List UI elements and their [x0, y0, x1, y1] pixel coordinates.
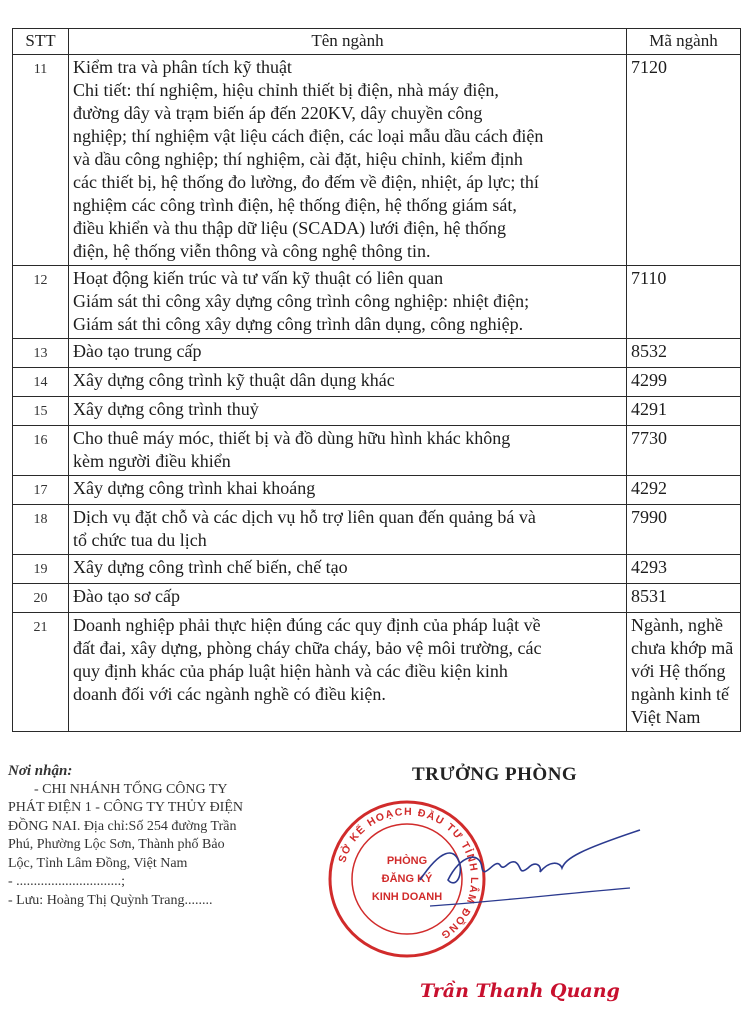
header-name: Tên ngành — [69, 29, 627, 55]
header-stt: STT — [13, 29, 69, 55]
business-line-code: 4292 — [627, 476, 741, 505]
header-code: Mã ngành — [627, 29, 741, 55]
table-row — [13, 397, 741, 426]
handwritten-signature — [400, 810, 650, 920]
table-row — [13, 584, 741, 613]
business-line-code: 8532 — [627, 339, 741, 368]
name-line: và dầu công nghiệp; thí nghiệm, cài đặt, hiệu chỉnh, kiểm định — [73, 149, 523, 169]
svg-text:KINH DOANH: KINH DOANH — [371, 891, 443, 903]
business-line-name — [69, 505, 627, 555]
recipient-line: - Lưu: Hoàng Thị Quỳnh Trang........ — [8, 892, 213, 908]
name-line: điều khiển và thu thập dữ liệu (SCADA) lưới điện, hệ thống — [73, 218, 506, 238]
business-line-name — [69, 613, 627, 732]
business-line-name — [69, 368, 627, 397]
table-row — [13, 555, 741, 584]
business-line-code: 4293 — [627, 555, 741, 584]
table-body — [13, 55, 741, 732]
code-note-line: Việt Nam — [631, 707, 701, 727]
table-row — [13, 368, 741, 397]
business-line-code: 7120 — [627, 55, 741, 266]
name-line: Xây dựng công trình khai khoáng — [73, 478, 316, 498]
name-line: nghiệm các công trình điện, hệ thống điện, hệ thống giám sát, — [73, 195, 517, 215]
business-line-name — [69, 55, 627, 266]
row-number: 19 — [13, 555, 69, 584]
name-line: Dịch vụ đặt chỗ và các dịch vụ hỗ trợ liên quan đến quảng bá và — [73, 507, 536, 527]
name-line: điện, hệ thống viễn thông và công nghệ thông tin. — [73, 241, 431, 261]
business-line-name — [69, 476, 627, 505]
table-row — [13, 613, 741, 732]
name-line: đường dây và trạm biến áp đến 220KV, dây chuyền công — [73, 103, 483, 123]
business-line-code: 7990 — [627, 505, 741, 555]
business-line-code: 7730 — [627, 426, 741, 476]
recipient-line: Phú, Phường Lộc Sơn, Thành phố Bảo — [8, 837, 225, 852]
business-line-name — [69, 339, 627, 368]
name-line: tổ chức tua du lịch — [73, 530, 207, 550]
recipients-block — [8, 762, 308, 910]
name-line: đất đai, xây dựng, phòng cháy chữa cháy, bảo vệ môi trường, các — [73, 638, 542, 658]
table-row — [13, 266, 741, 339]
business-line-code — [627, 613, 741, 732]
name-line: quy định khác của pháp luật hiện hành và các điều kiện kinh — [73, 661, 508, 681]
recipient-line: Lộc, Tỉnh Lâm Đồng, Việt Nam — [8, 855, 188, 871]
row-number: 11 — [13, 55, 69, 266]
business-line-name — [69, 584, 627, 613]
business-line-code: 8531 — [627, 584, 741, 613]
table-row — [13, 476, 741, 505]
row-number: 15 — [13, 397, 69, 426]
name-line: kèm người điều khiển — [73, 451, 231, 471]
business-line-code: 7110 — [627, 266, 741, 339]
svg-text:ĐĂNG KÝ: ĐĂNG KÝ — [381, 873, 433, 885]
name-line: Hoạt động kiến trúc và tư vấn kỹ thuật có liên quan — [73, 268, 444, 288]
code-note-line: ngành kinh tế — [631, 684, 729, 704]
svg-text:PHÒNG: PHÒNG — [386, 855, 428, 867]
signatory-title: TRƯỞNG PHÒNG — [412, 764, 578, 785]
business-line-code: 4299 — [627, 368, 741, 397]
recipient-line: - ..............................; — [8, 874, 126, 889]
row-number: 18 — [13, 505, 69, 555]
recipient-line: ĐỒNG NAI. Địa chỉ:Số 254 đường Trần — [8, 818, 237, 834]
recipient-line: - CHI NHÁNH TỔNG CÔNG TY — [34, 781, 228, 797]
code-note-line: chưa khớp mã — [631, 638, 734, 658]
signer-name: Trần Thanh Quang — [420, 980, 620, 1002]
name-line: nghiệp; thí nghiệm vật liệu cách điện, các loại mẫu dầu cách điện — [73, 126, 544, 146]
business-line-name — [69, 555, 627, 584]
name-line: Đào tạo sơ cấp — [73, 586, 180, 606]
business-line-code: 4291 — [627, 397, 741, 426]
row-number: 14 — [13, 368, 69, 397]
table-row — [13, 505, 741, 555]
recipients-title: Nơi nhận: — [8, 763, 73, 779]
recipients-list — [8, 781, 308, 911]
name-line: Giám sát thi công xây dựng công trình công nghiệp: nhiệt điện; — [73, 291, 530, 311]
table-row — [13, 426, 741, 476]
name-line: Xây dựng công trình chế biến, chế tạo — [73, 557, 348, 577]
name-line: Doanh nghiệp phải thực hiện đúng các quy định của pháp luật về — [73, 615, 541, 635]
table-row — [13, 339, 741, 368]
business-line-name — [69, 266, 627, 339]
name-line: Đào tạo trung cấp — [73, 341, 202, 361]
name-line: Chi tiết: thí nghiệm, hiệu chỉnh thiết bị điện, nhà máy điện, — [73, 80, 499, 100]
business-lines-table — [12, 28, 741, 732]
name-line: các thiết bị, hệ thống đo lường, đo đếm về điện, nhiệt, áp lực; thí — [73, 172, 539, 192]
table-row — [13, 55, 741, 266]
name-line: Xây dựng công trình kỹ thuật dân dụng khác — [73, 370, 395, 390]
recipient-line: PHÁT ĐIỆN 1 - CÔNG TY THỦY ĐIỆN — [8, 800, 244, 815]
row-number: 16 — [13, 426, 69, 476]
row-number: 13 — [13, 339, 69, 368]
business-line-name — [69, 397, 627, 426]
code-note-line: với Hệ thống — [631, 661, 726, 681]
row-number: 12 — [13, 266, 69, 339]
name-line: doanh đối với các ngành nghề có điều kiện. — [73, 684, 386, 704]
name-line: Xây dựng công trình thuỷ — [73, 399, 259, 419]
name-line: Kiểm tra và phân tích kỹ thuật — [73, 57, 292, 77]
table-header-row — [13, 29, 741, 55]
row-number: 21 — [13, 613, 69, 732]
code-note-line: Ngành, nghề — [631, 615, 723, 635]
business-line-name — [69, 426, 627, 476]
name-line: Giám sát thi công xây dựng công trình dân dụng, công nghiệp. — [73, 314, 524, 334]
row-number: 20 — [13, 584, 69, 613]
row-number: 17 — [13, 476, 69, 505]
name-line: Cho thuê máy móc, thiết bị và đồ dùng hữu hình khác không — [73, 428, 511, 448]
svg-text:SỞ KẾ HOẠCH ĐẦU TƯ TỈNH LÂM ĐỒ: SỞ KẾ HOẠCH ĐẦU TƯ TỈNH LÂM ĐỒNG — [336, 805, 481, 942]
